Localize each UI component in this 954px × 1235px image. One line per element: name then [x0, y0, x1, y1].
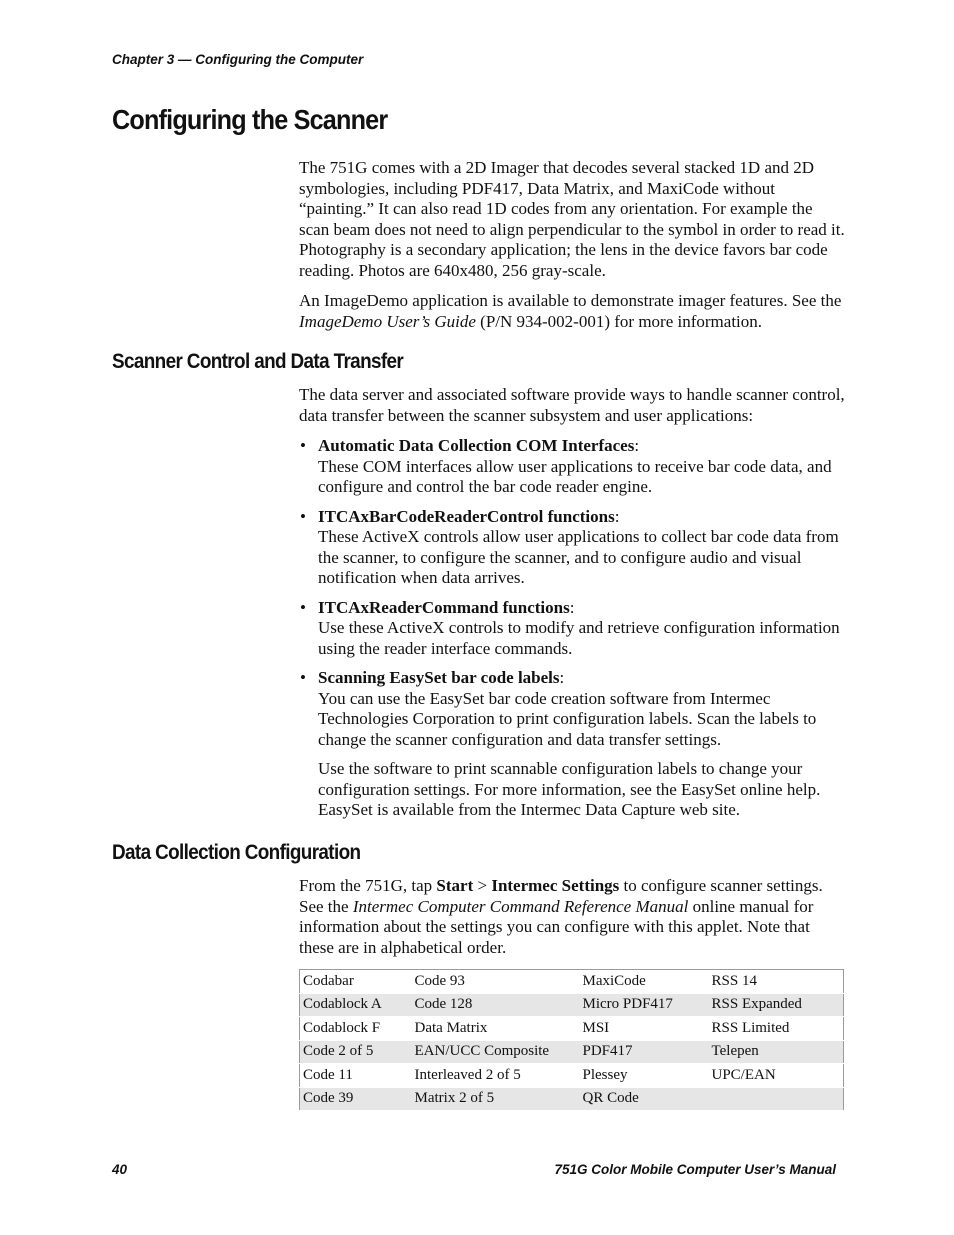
scanner-control-list [299, 436, 845, 830]
table-cell: Codablock A [300, 993, 412, 1017]
list-item-term: Automatic Data Collection COM Interfaces [318, 436, 635, 455]
table-cell: QR Code [580, 1087, 709, 1111]
table-cell: RSS Limited [711, 1019, 790, 1036]
table-cell: Code 128 [412, 993, 580, 1017]
table-row [300, 993, 844, 1017]
table-cell: Plessey [582, 1066, 628, 1083]
table-cell: Micro PDF417 [580, 993, 709, 1017]
table-cell: Interleaved 2 of 5 [414, 1066, 521, 1083]
list-item-colon: : [569, 597, 575, 617]
manual-title-footer: 751G Color Mobile Computer User’s Manual [554, 1162, 836, 1177]
table-cell: PDF417 [580, 1040, 709, 1064]
table-row [300, 1040, 844, 1064]
list-item [299, 436, 845, 498]
bullet-icon: • [300, 506, 306, 526]
intro-paragraph: The 751G comes with a 2D Imager that decodes several stacked 1D and 2D symbologies, including PDF417, Data Matrix, and MaxiCode without “painting.” It can also read 1D codes from any orientation. For example the scan beam does not need to align perpendicular to the symbol in order to read it. Photography is a secondary application; the lens in the device favors bar code reading. Photos are 640x480, 256 gray-scale. [299, 158, 845, 280]
table-cell: Codablock F [303, 1019, 381, 1036]
list-item [299, 668, 845, 821]
scanner-control-intro: The data server and associated software provide ways to handle scanner control, data transfer between the scanner subsystem and user applications: [299, 385, 845, 425]
bullet-icon: • [300, 668, 306, 687]
table-cell [709, 1087, 844, 1111]
bullet-icon: • [300, 436, 306, 455]
start-menu-label: Start [436, 876, 474, 895]
section-heading-data-collection: Data Collection Configuration [112, 841, 361, 864]
table-row [300, 1087, 844, 1111]
chapter-header: Chapter 3 — Configuring the Computer [112, 52, 364, 67]
imagedemo-guide-title: ImageDemo User’s Guide [299, 311, 476, 331]
list-item-term: ITCAxReaderCommand functions [318, 597, 570, 617]
list-item-extra-paragraph: Use the software to print scannable configuration labels to change your configuration settings. For more information, see the EasySet online help. EasySet is available from the Intermec Data Capture web site. [318, 759, 821, 819]
table-cell: Code 39 [300, 1087, 412, 1111]
table-row [300, 1017, 844, 1041]
bullet-icon: • [300, 597, 306, 617]
imagedemo-text-after: (P/N 934-002-001) for more information. [475, 311, 763, 331]
table-row [300, 970, 844, 994]
table-cell: MaxiCode [582, 972, 646, 989]
data-collection-paragraph [299, 876, 845, 958]
command-reference-manual-title: Intermec Computer Command Reference Manual [352, 896, 689, 916]
table-cell: RSS Expanded [709, 993, 844, 1017]
list-item-term: Scanning EasySet bar code labels [318, 668, 560, 687]
table-cell: RSS 14 [711, 972, 757, 989]
table-row [300, 1064, 844, 1088]
table-cell: Telepen [709, 1040, 844, 1064]
table-cell: Code 93 [414, 972, 465, 989]
table-cell: Code 2 of 5 [300, 1040, 412, 1064]
menu-path-separator: > [473, 876, 492, 895]
table-cell: Matrix 2 of 5 [412, 1087, 580, 1111]
table-cell: EAN/UCC Composite [412, 1040, 580, 1064]
list-item-description: These ActiveX controls allow user applications to collect bar code data from the scanner, to configure the scanner, and to configure audio and visual notification when data arrives. [318, 527, 839, 587]
page-title: Configuring the Scanner [112, 104, 388, 135]
list-item-description: You can use the EasySet bar code creation software from Intermec Technologies Corporation to print configuration labels. Scan the labels to change the scanner configuration and data transfer settings. [318, 688, 817, 749]
list-item-term: ITCAxBarCodeReaderControl functions [318, 506, 615, 526]
table-cell: Data Matrix [414, 1019, 488, 1036]
page-number: 40 [112, 1162, 128, 1177]
data-collection-text-1: From the 751G, tap [299, 876, 437, 895]
data-collection-text-3: online manual for information about the settings you can configure with this applet. Note that these are in alphabetical order. [299, 896, 814, 957]
list-item-description: Use these ActiveX controls to modify and retrieve configuration information using the reader interface commands. [318, 618, 840, 658]
list-item-colon: : [559, 668, 565, 687]
imagedemo-paragraph [299, 291, 845, 332]
list-item-colon: : [634, 436, 640, 455]
imagedemo-text-before: An ImageDemo application is available to demonstrate imager features. See the [299, 291, 842, 310]
intermec-settings-label: Intermec Settings [491, 876, 620, 895]
data-collection-text-2: to configure scanner settings. See the [299, 876, 823, 916]
list-item [299, 507, 845, 589]
list-item [299, 598, 845, 660]
section-heading-scanner-control: Scanner Control and Data Transfer [112, 350, 404, 373]
symbology-table [299, 969, 844, 1111]
table-cell: Code 11 [303, 1066, 353, 1083]
list-item-description: These COM interfaces allow user applications to receive bar code data, and configure and control the bar code reader engine. [318, 456, 832, 496]
table-cell: MSI [582, 1019, 610, 1036]
list-item-colon: : [614, 506, 620, 526]
table-cell: UPC/EAN [711, 1066, 776, 1083]
table-cell: Codabar [303, 972, 354, 989]
